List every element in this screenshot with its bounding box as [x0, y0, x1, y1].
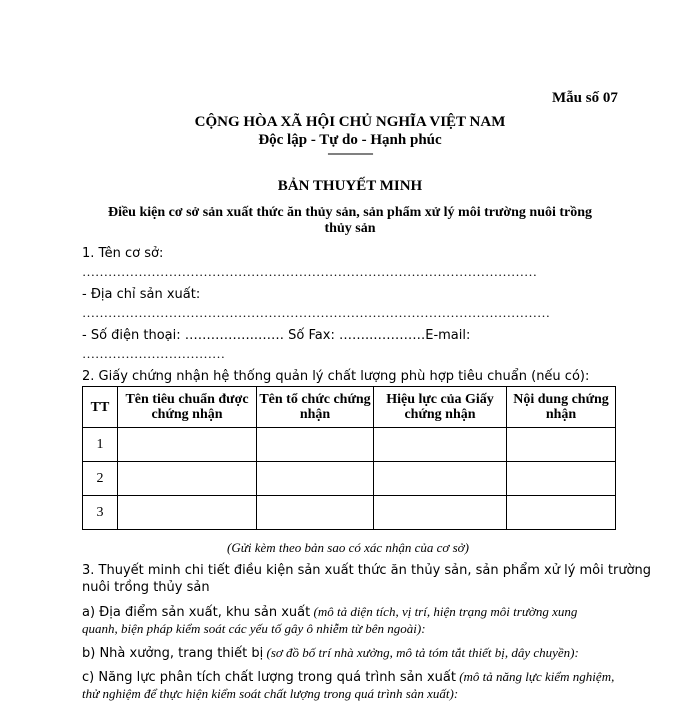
- section3-label-line1: 3. Thuyết minh chi tiết điều kiện sản xuất thức ăn thủy sản, sản phẩm xử lý môi trường: [82, 563, 652, 578]
- address-label: - Địa chỉ sản xuất:: [82, 287, 201, 302]
- item-c-line1: [82, 669, 614, 685]
- section3-label-line2: nuôi trồng thủy sản: [82, 580, 210, 595]
- row-number: 3: [83, 496, 118, 530]
- document-subtitle-line1: Điều kiện cơ sở sản xuất thức ăn thủy sản, sản phẩm xử lý môi trường nuôi trồng: [107, 205, 593, 220]
- table-cell: [257, 462, 374, 496]
- facility-name-dots: ……………………………………………………………………………………………: [82, 264, 537, 279]
- table-cell: [118, 496, 257, 530]
- table-header-row: [83, 387, 616, 428]
- item-a-line1: [82, 604, 577, 620]
- item-b-line: [82, 645, 579, 661]
- table-cell: [374, 462, 507, 496]
- item-a-title: a) Địa điểm sản xuất, khu sản xuất: [82, 605, 311, 620]
- table-cell: [507, 428, 616, 462]
- facility-name-label: 1. Tên cơ sở:: [82, 246, 164, 261]
- table-cell: [374, 496, 507, 530]
- document-subtitle-line2: thủy sản: [324, 221, 376, 236]
- item-c-description: (mô tả năng lực kiểm nghiệm,: [455, 669, 615, 684]
- row-number: 2: [83, 462, 118, 496]
- item-b-title: b) Nhà xưởng, trang thiết bị: [82, 646, 264, 661]
- address-dots: ………………………………………………………………………………………………: [82, 305, 550, 320]
- header-divider: ---------------: [327, 146, 373, 160]
- col-header-validity: Hiệu lực của Giấy chứng nhận: [374, 387, 507, 428]
- table-cell: [507, 496, 616, 530]
- table-row: [83, 428, 616, 462]
- table-cell: [118, 462, 257, 496]
- item-c-title: c) Năng lực phân tích chất lượng trong quá trình sản xuất: [82, 670, 456, 685]
- certificate-table: [82, 386, 616, 530]
- item-a-description: (mô tả diện tích, vị trí, hiện trạng môi trường xung: [310, 604, 578, 619]
- item-b-description: (sơ đồ bố trí nhà xưởng, mô tả tóm tắt thiết bị, dây chuyền):: [263, 645, 579, 660]
- col-header-organization: Tên tổ chức chứng nhận: [257, 387, 374, 428]
- col-header-content: Nội dung chứng nhận: [507, 387, 616, 428]
- table-cell: [374, 428, 507, 462]
- attachment-note: (Gửi kèm theo bản sao có xác nhận của cơ sở): [227, 540, 469, 555]
- col-header-tt: TT: [83, 387, 118, 428]
- row-number: 1: [83, 428, 118, 462]
- table-cell: [257, 496, 374, 530]
- form-number: Mẫu số 07: [552, 90, 618, 106]
- contact-line: - Số điện thoại: ……………..…… Số Fax: ……..…………E-mail:: [82, 328, 471, 343]
- email-dots: ……………………………: [82, 346, 225, 361]
- table-cell: [257, 428, 374, 462]
- document-title: BẢN THUYẾT MINH: [277, 178, 423, 194]
- item-a-line2: quanh, biện pháp kiểm soát các yếu tố gây ô nhiễm từ bên ngoài):: [82, 621, 426, 636]
- item-c-line2: thử nghiệm để thực hiện kiểm soát chất lượng trong quá trình sản xuất):: [82, 686, 459, 701]
- country-name: CỘNG HÒA XÃ HỘI CHỦ NGHĨA VIỆT NAM: [194, 114, 506, 130]
- motto: Độc lập - Tự do - Hạnh phúc: [258, 132, 442, 148]
- table-cell: [507, 462, 616, 496]
- table-row: [83, 462, 616, 496]
- col-header-standard: Tên tiêu chuẩn được chứng nhận: [118, 387, 257, 428]
- table-cell: [118, 428, 257, 462]
- certificate-section-label: 2. Giấy chứng nhận hệ thống quản lý chất lượng phù hợp tiêu chuẩn (nếu có):: [82, 369, 590, 384]
- table-row: [83, 496, 616, 530]
